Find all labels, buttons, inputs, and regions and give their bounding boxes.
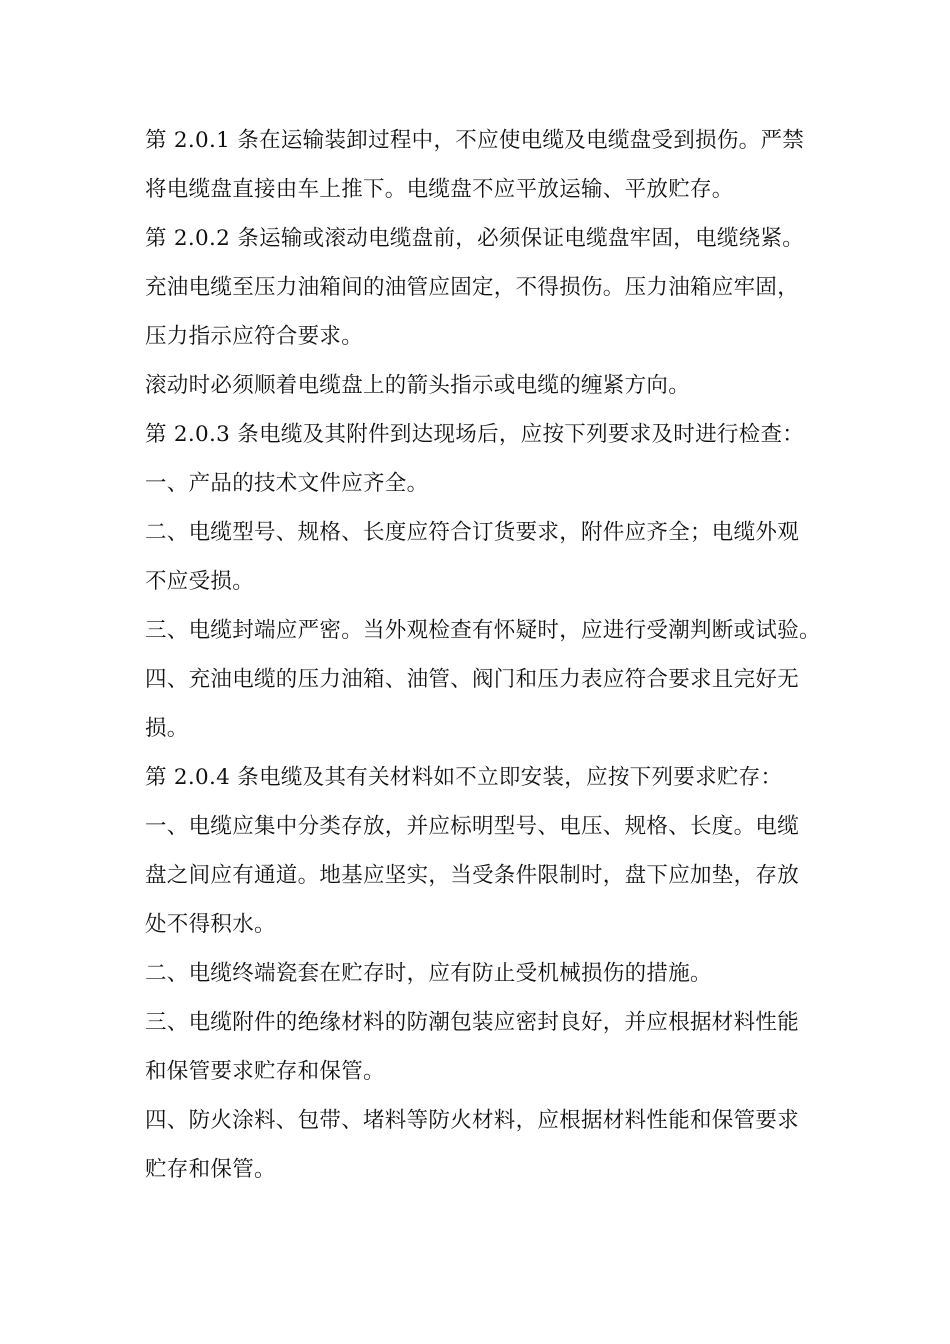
text-line: 四、防火涂料、包带、堵料等防火材料，应根据材料性能和保管要求	[145, 1108, 800, 1133]
text-line: 盘之间应有通道。地基应坚实，当受条件限制时，盘下应加垫，存放	[145, 863, 800, 888]
text-line: 贮存和保管。	[145, 1157, 276, 1182]
text-line: 损。	[145, 716, 189, 741]
text-line: 一、电缆应集中分类存放，并应标明型号、电压、规格、长度。电缆	[145, 814, 800, 839]
text-line: 不应受损。	[145, 569, 255, 594]
text-line: 第 2.0.3 条电缆及其附件到达现场后，应按下列要求及时进行检查：	[145, 422, 805, 447]
text-line: 处不得积水。	[145, 912, 276, 937]
text-line: 三、电缆封端应严密。当外观检查有怀疑时，应进行受潮判断或试验。	[145, 618, 821, 643]
text-line: 充油电缆至压力油箱间的油管应固定，不得损伤。压力油箱应牢固，	[145, 275, 800, 300]
text-line: 三、电缆附件的绝缘材料的防潮包装应密封良好，并应根据材料性能	[145, 1010, 800, 1035]
text-line: 二、电缆型号、规格、长度应符合订货要求，附件应齐全；电缆外观	[145, 520, 800, 545]
text-line: 将电缆盘直接由车上推下。电缆盘不应平放运输、平放贮存。	[145, 177, 734, 202]
text-line: 第 2.0.2 条运输或滚动电缆盘前，必须保证电缆盘牢固，电缆绕紧。	[145, 226, 805, 251]
text-line: 一、产品的技术文件应齐全。	[145, 471, 429, 496]
text-line: 和保管要求贮存和保管。	[145, 1059, 385, 1084]
text-line: 第 2.0.4 条电缆及其有关材料如不立即安装，应按下列要求贮存：	[145, 765, 783, 790]
text-line: 压力指示应符合要求。	[145, 324, 364, 349]
text-line: 第 2.0.1 条在运输装卸过程中，不应使电缆及电缆盘受到损伤。严禁	[145, 128, 805, 153]
document-body	[145, 116, 821, 1194]
text-line: 滚动时必须顺着电缆盘上的箭头指示或电缆的缠紧方向。	[145, 373, 691, 398]
text-line: 二、电缆终端瓷套在贮存时，应有防止受机械损伤的措施。	[145, 961, 712, 986]
text-line: 四、充油电缆的压力油箱、油管、阀门和压力表应符合要求且完好无	[145, 667, 800, 692]
